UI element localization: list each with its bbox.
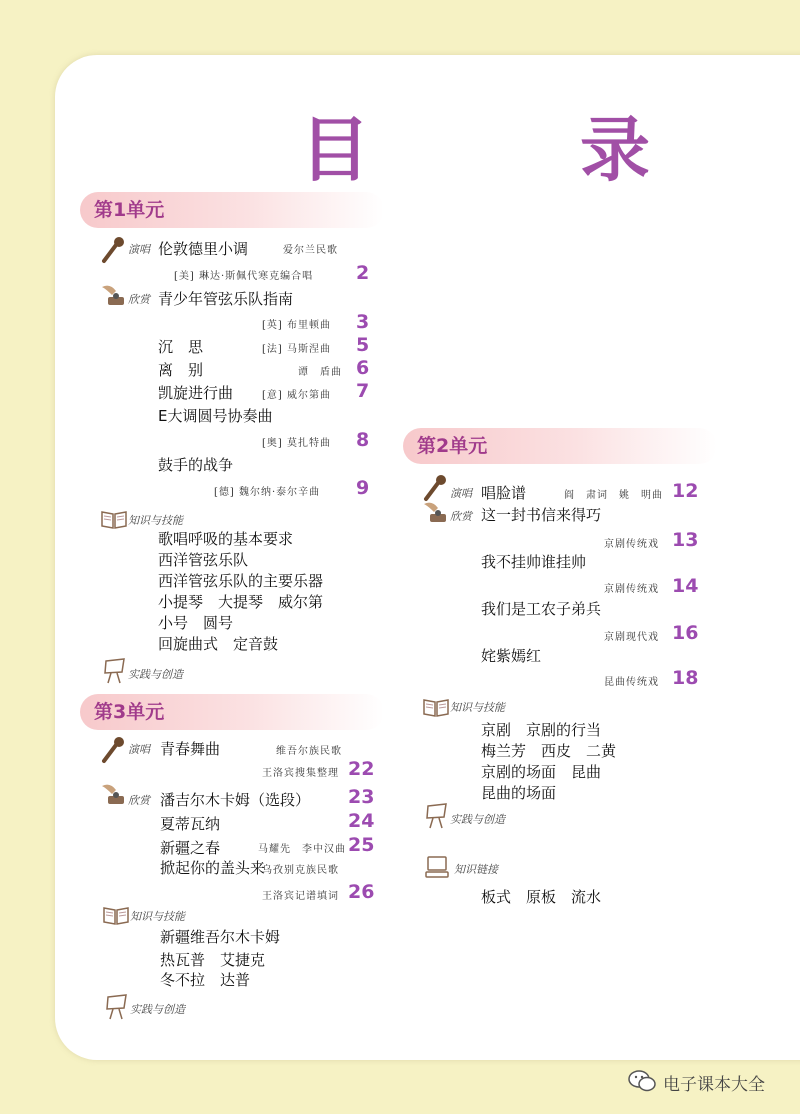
u3-credit-ma-li: 马耀先 李中汉曲 bbox=[258, 844, 346, 855]
u2-song-commander: 我不挂帅谁挂帅 bbox=[481, 553, 587, 571]
u1-page-8[interactable]: 8 bbox=[356, 429, 370, 451]
u1-song-triumphal-march: 凯旋进行曲 bbox=[158, 384, 234, 402]
u2-credit-kunqu: 昆曲传统戏 bbox=[604, 677, 659, 688]
u1-knowledge-item: 小提琴 大提琴 威尔第 bbox=[158, 593, 324, 611]
u1-credit-massenet: [法] 马斯涅曲 bbox=[262, 344, 331, 355]
u3-page-25[interactable]: 25 bbox=[348, 834, 375, 856]
unit-1-heading: 第1单元 bbox=[94, 199, 165, 221]
u1-credit-tersin: [德] 魏尔纳·泰尔辛曲 bbox=[214, 487, 321, 498]
u1-song-farewell: 离 别 bbox=[158, 361, 204, 379]
unit-2-practice-label: 实践与创造 bbox=[450, 813, 505, 826]
open-book-icon bbox=[102, 904, 130, 926]
u3-song-xinjiang-spring: 新疆之春 bbox=[160, 839, 221, 857]
easel-icon bbox=[424, 803, 448, 829]
u3-page-22[interactable]: 22 bbox=[348, 758, 375, 780]
u2-song-letter: 这一封书信来得巧 bbox=[481, 506, 602, 524]
u1-page-5[interactable]: 5 bbox=[356, 334, 370, 356]
u3-song-panjigar-muqam: 潘吉尔木卡姆（选段） bbox=[160, 791, 311, 809]
u3-song-lift-your-veil: 掀起你的盖头来 bbox=[160, 859, 266, 877]
u3-song-youth-dance: 青春舞曲 bbox=[160, 740, 221, 758]
u1-credit-verdi: [意] 威尔第曲 bbox=[262, 390, 331, 401]
u2-song-bright-purple: 姹紫嫣红 bbox=[481, 647, 542, 665]
u2-page-14[interactable]: 14 bbox=[672, 575, 699, 597]
u1-page-6[interactable]: 6 bbox=[356, 357, 370, 379]
u3-credit-wang-luobin: 王洛宾搜集整理 bbox=[262, 768, 339, 779]
u2-knowledge-item: 京剧的场面 昆曲 bbox=[481, 763, 602, 781]
u2-song-soldiers: 我们是工农子弟兵 bbox=[481, 600, 602, 618]
u2-credit-yan-yao: 阎 肃词 姚 明曲 bbox=[564, 490, 663, 501]
u2-knowledge-item: 京剧 京剧的行当 bbox=[481, 721, 602, 739]
unit-3-listen-label: 欣赏 bbox=[128, 794, 150, 807]
u1-page-9[interactable]: 9 bbox=[356, 477, 370, 499]
unit-1-banner bbox=[80, 192, 384, 228]
unit-3-heading: 第3单元 bbox=[94, 701, 165, 723]
unit-1-practice-label: 实践与创造 bbox=[128, 668, 183, 681]
u3-knowledge-item: 热瓦普 艾捷克 bbox=[160, 951, 266, 969]
unit-2-heading: 第2单元 bbox=[417, 435, 488, 457]
unit-2-sing-label: 演唱 bbox=[450, 487, 472, 500]
easel-icon bbox=[102, 658, 126, 684]
open-book-icon bbox=[422, 696, 450, 718]
u2-link-item: 板式 原板 流水 bbox=[481, 888, 602, 906]
u2-page-16[interactable]: 16 bbox=[672, 622, 699, 644]
gramophone-icon bbox=[100, 782, 126, 806]
u3-credit-uzbek: 乌孜别克族民歌 bbox=[262, 865, 339, 876]
u1-credit-mozart: [奥] 莫扎特曲 bbox=[262, 438, 331, 449]
u2-song-facial-makeup: 唱脸谱 bbox=[481, 484, 527, 502]
u2-page-12[interactable]: 12 bbox=[672, 480, 699, 502]
u3-credit-wang-lyrics: 王洛宾记谱填词 bbox=[262, 891, 339, 902]
microphone-icon bbox=[100, 736, 126, 764]
u1-song-horn-concerto: E大调圆号协奏曲 bbox=[158, 407, 273, 425]
page-title: 目 录 bbox=[300, 109, 720, 191]
u1-credit-londonderry: 爱尔兰民歌 bbox=[283, 245, 338, 256]
u2-knowledge-item: 梅兰芳 西皮 二黄 bbox=[481, 742, 617, 760]
unit-1-listen-label: 欣赏 bbox=[128, 293, 150, 306]
u2-credit-traditional: 京剧传统戏 bbox=[604, 539, 659, 550]
computer-icon bbox=[424, 855, 450, 879]
unit-2-link-label: 知识链接 bbox=[454, 863, 498, 876]
gramophone-icon bbox=[100, 283, 126, 307]
u1-credit-tan-dun: 谭 盾曲 bbox=[298, 367, 342, 378]
u2-credit-traditional: 京剧传统戏 bbox=[604, 584, 659, 595]
u1-page-3[interactable]: 3 bbox=[356, 311, 370, 333]
u1-page-7[interactable]: 7 bbox=[356, 380, 370, 402]
u2-credit-modern: 京剧现代戏 bbox=[604, 632, 659, 643]
u3-page-24[interactable]: 24 bbox=[348, 810, 375, 832]
microphone-icon bbox=[422, 474, 448, 502]
u1-credit-arranger: [美] 琳达·斯佩代寒克编合唱 bbox=[174, 271, 314, 282]
easel-icon bbox=[104, 994, 128, 1020]
u2-page-13[interactable]: 13 bbox=[672, 529, 699, 551]
u3-credit-uyghur: 维吾尔族民歌 bbox=[276, 746, 342, 757]
u1-page-2[interactable]: 2 bbox=[356, 262, 370, 284]
open-book-icon bbox=[100, 508, 128, 530]
unit-1-knowledge-label: 知识与技能 bbox=[128, 514, 183, 527]
u2-page-18[interactable]: 18 bbox=[672, 667, 699, 689]
u1-knowledge-item: 回旋曲式 定音鼓 bbox=[158, 635, 279, 653]
u3-knowledge-item: 新疆维吾尔木卡姆 bbox=[160, 928, 281, 946]
unit-3-practice-label: 实践与创造 bbox=[130, 1003, 185, 1016]
u3-song-xiadiwana: 夏蒂瓦纳 bbox=[160, 815, 221, 833]
unit-2-listen-label: 欣赏 bbox=[450, 510, 472, 523]
u1-credit-britten: [英] 布里顿曲 bbox=[262, 320, 331, 331]
unit-3-sing-label: 演唱 bbox=[128, 743, 150, 756]
unit-2-knowledge-label: 知识与技能 bbox=[450, 701, 505, 714]
unit-1-sing-label: 演唱 bbox=[128, 243, 150, 256]
watermark-text: 电子课本大全 bbox=[663, 1075, 765, 1095]
u1-knowledge-item: 小号 圆号 bbox=[158, 614, 234, 632]
microphone-icon bbox=[100, 236, 126, 264]
u1-knowledge-item: 西洋管弦乐队 bbox=[158, 551, 249, 569]
u1-knowledge-item: 西洋管弦乐队的主要乐器 bbox=[158, 572, 324, 590]
u3-knowledge-item: 冬不拉 达普 bbox=[160, 971, 251, 989]
unit-2-banner bbox=[403, 428, 717, 464]
u1-song-londonderry: 伦敦德里小调 bbox=[158, 240, 249, 258]
gramophone-icon bbox=[422, 500, 448, 524]
u1-song-meditation: 沉 思 bbox=[158, 338, 204, 356]
u3-page-26[interactable]: 26 bbox=[348, 881, 375, 903]
u1-song-drummers-war: 鼓手的战争 bbox=[158, 456, 234, 474]
u2-knowledge-item: 昆曲的场面 bbox=[481, 784, 557, 802]
unit-3-banner bbox=[80, 694, 384, 730]
unit-3-knowledge-label: 知识与技能 bbox=[130, 910, 185, 923]
u3-page-23[interactable]: 23 bbox=[348, 786, 375, 808]
u1-song-young-persons-guide: 青少年管弦乐队指南 bbox=[158, 290, 294, 308]
wechat-icon bbox=[627, 1068, 657, 1094]
u1-knowledge-item: 歌唱呼吸的基本要求 bbox=[158, 530, 294, 548]
